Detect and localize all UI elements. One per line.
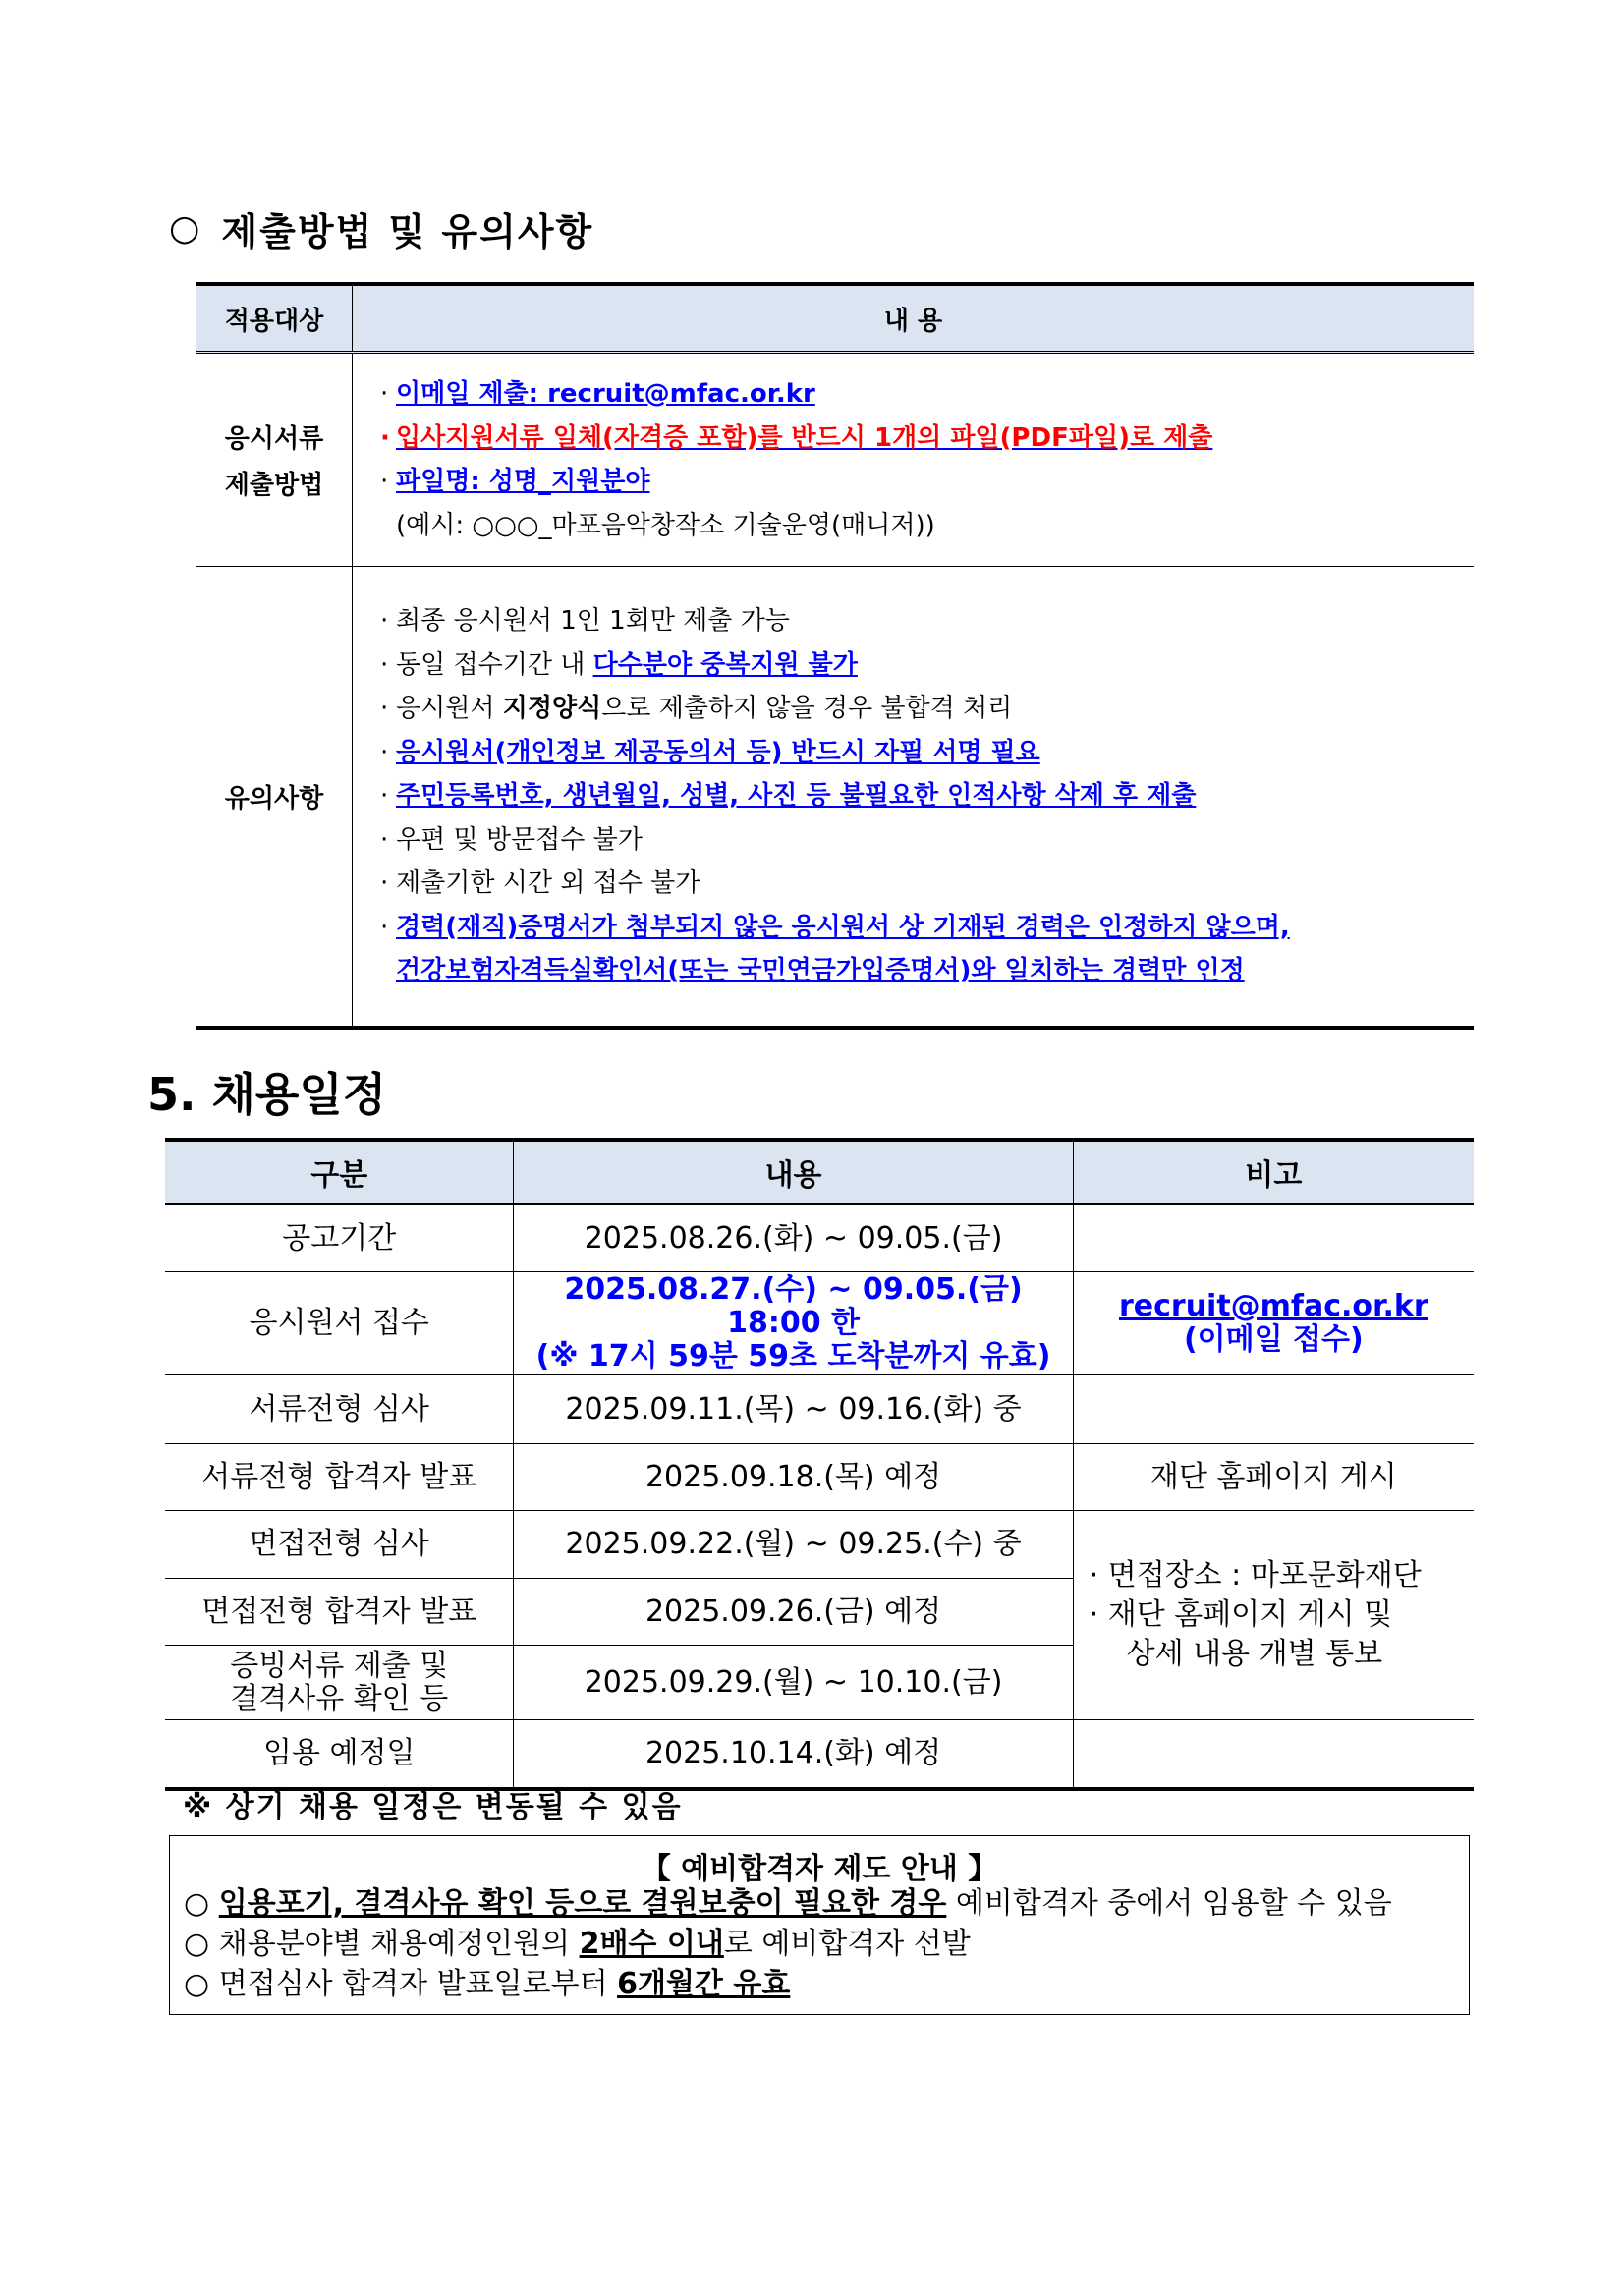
row-label: 면접전형 합격자 발표 [165, 1579, 514, 1646]
table-row [165, 1444, 1474, 1511]
bullet-dot: · [380, 737, 389, 767]
list-item [380, 906, 1473, 950]
row-label: 면접전형 심사 [165, 1511, 514, 1579]
row-content: 2025.08.26.(화) ~ 09.05.(금) [514, 1204, 1073, 1272]
list-item-text: 우편 및 방문접수 불가 [396, 824, 643, 855]
circle-bullet-icon: ○ [184, 1967, 210, 2001]
submission-content [353, 353, 1475, 567]
header-content: 내용 [514, 1140, 1073, 1204]
label-line: 결격사유 확인 등 [230, 1681, 449, 1716]
bullet-dot: · [380, 694, 389, 724]
table-row [165, 1375, 1474, 1444]
list-item [380, 818, 1473, 863]
bullet-dot: · [380, 467, 389, 496]
row-content: 2025.09.11.(목) ~ 09.16.(화) 중 [514, 1375, 1073, 1444]
row-label: 임용 예정일 [165, 1720, 514, 1789]
row-content: 2025.10.14.(화) 예정 [514, 1720, 1073, 1789]
note-line: · 면접장소 : 마포문화재단 [1089, 1558, 1422, 1593]
row-note [1073, 1272, 1474, 1375]
table-row-notes [196, 567, 1474, 1029]
circle-bullet-icon: ○ [169, 208, 202, 249]
table-row [165, 1720, 1474, 1789]
list-item-text: 응시원서(개인정보 제공동의서 등) 반드시 자필 서명 필요 [396, 737, 1040, 767]
row-label-notes: 유의사항 [196, 567, 353, 1029]
bullet-dot: · [380, 606, 389, 637]
submission-table [196, 282, 1474, 1030]
bullet-dot: · [380, 379, 389, 409]
list-item [380, 644, 1473, 688]
row-label-submission [196, 353, 353, 567]
label-line: 응시서류 [224, 424, 324, 454]
section-heading [169, 201, 593, 255]
list-item-text: 예비합격자 중에서 임용할 수 있음 [946, 1886, 1392, 1921]
header-target: 적용대상 [196, 284, 353, 353]
row-label: 서류전형 합격자 발표 [165, 1444, 514, 1511]
note-line: (이메일 접수) [1183, 1322, 1364, 1357]
emphasis-text: 다수분야 중복지원 불가 [592, 649, 858, 680]
email-link[interactable]: 이메일 제출: recruit@mfac.or.kr [396, 379, 815, 409]
list-item-text: 주민등록번호, 생년월일, 성별, 사진 등 불필요한 인적사항 삭제 후 제출 [396, 781, 1197, 812]
list-item-text: 면접심사 합격자 발표일로부터 [218, 1967, 618, 2001]
email-link[interactable]: recruit@mfac.or.kr [1118, 1289, 1428, 1323]
section-title: 제출방법 및 유의사항 [221, 210, 594, 253]
list-item [380, 774, 1473, 818]
bullet-dot: · [380, 649, 389, 680]
bullet-dot: · [380, 422, 390, 453]
list-item [380, 372, 1473, 417]
list-item [380, 862, 1473, 906]
table-row [165, 1511, 1474, 1579]
list-item-text: 응시원서 [396, 694, 503, 724]
example-text: (예시: ○○○_마포음악창작소 기술운영(매니저)) [396, 510, 935, 540]
row-note [1073, 1204, 1474, 1272]
list-item-text: 채용분야별 채용예정인원의 [218, 1927, 580, 1961]
label-line: 제출방법 [224, 471, 324, 500]
circle-bullet-icon: ○ [184, 1927, 210, 1961]
list-item-text: 경력(재직)증명서가 첨부되지 않은 응시원서 상 기재된 경력은 인정하지 않으며, [396, 912, 1290, 942]
bullet-dot: · [380, 868, 389, 899]
emphasis-text: 2배수 이내 [579, 1927, 724, 1961]
list-item [170, 1883, 1469, 1924]
bullet-dot: · [380, 824, 389, 855]
list-item [170, 1964, 1469, 2004]
schedule-remark: ※ 상기 채용 일정은 변동될 수 있음 [183, 1790, 683, 1824]
table-row [165, 1272, 1474, 1375]
row-label: 서류전형 심사 [165, 1375, 514, 1444]
row-content: 2025.09.29.(월) ~ 10.10.(금) [514, 1646, 1073, 1720]
row-content: 2025.09.18.(목) 예정 [514, 1444, 1073, 1511]
row-note [1073, 1720, 1474, 1789]
box-title: 【 예비합격자 제도 안내 】 [641, 1852, 998, 1886]
list-item [380, 417, 1473, 461]
list-item [380, 599, 1473, 644]
schedule-table [165, 1138, 1474, 1791]
list-item [380, 460, 1473, 504]
list-item-text: 입사지원서류 일체(자격증 포함)를 반드시 1개의 파일(PDF파일)로 제출 [396, 422, 1213, 453]
row-content [514, 1272, 1073, 1375]
bullet-dot: · [380, 912, 389, 942]
row-note [1073, 1375, 1474, 1444]
notes-content [353, 567, 1475, 1029]
list-item-text: 제출기한 시간 외 접수 불가 [396, 868, 700, 899]
bullet-dot: · [380, 781, 389, 812]
row-label: 공고기간 [165, 1204, 514, 1272]
header-content: 내 용 [353, 284, 1475, 353]
emphasis-text: 6개월간 유효 [617, 1967, 791, 2001]
reserve-info-box [169, 1835, 1470, 2015]
row-content: 2025.09.22.(월) ~ 09.25.(수) 중 [514, 1511, 1073, 1579]
table-row [165, 1204, 1474, 1272]
list-item-text: 로 예비합격자 선발 [723, 1927, 971, 1961]
label-line: 증빙서류 제출 및 [230, 1648, 449, 1683]
circle-bullet-icon: ○ [184, 1886, 210, 1921]
content-line: 2025.08.27.(수) ~ 09.05.(금) 18:00 한 [564, 1272, 1023, 1340]
list-item [380, 731, 1473, 775]
list-item-text: 파일명: 성명_지원분야 [396, 467, 650, 496]
list-item-continued [380, 949, 1473, 993]
list-item-text: 동일 접수기간 내 [396, 649, 593, 680]
header-note: 비고 [1073, 1140, 1474, 1204]
row-label: 응시원서 접수 [165, 1272, 514, 1375]
emphasis-text: 임용포기, 결격사유 확인 등으로 결원보충이 필요한 경우 [218, 1886, 947, 1921]
merged-note [1073, 1511, 1474, 1720]
row-note: 재단 홈페이지 게시 [1073, 1444, 1474, 1511]
schedule-heading: 5. 채용일정 [147, 1068, 387, 1121]
list-item [170, 1924, 1469, 1964]
content-line: (※ 17시 59분 59초 도착분까지 유효) [535, 1339, 1051, 1373]
header-category: 구분 [165, 1140, 514, 1204]
list-item-text: 최종 응시원서 1인 1회만 제출 가능 [396, 606, 790, 637]
list-item-text: 으로 제출하지 않을 경우 불합격 처리 [601, 694, 1013, 724]
list-item [380, 687, 1473, 731]
emphasis-text: 지정양식 [502, 694, 602, 724]
note-line: 상세 내용 개별 통보 [1126, 1637, 1383, 1671]
note-line: · 재단 홈페이지 게시 및 [1089, 1597, 1393, 1632]
list-item-text: 건강보험자격득실확인서(또는 국민연금가입증명서)와 일치하는 경력만 인정 [396, 956, 1245, 986]
row-content: 2025.09.26.(금) 예정 [514, 1579, 1073, 1646]
table-row-submission-method [196, 353, 1474, 567]
row-label [165, 1646, 514, 1720]
